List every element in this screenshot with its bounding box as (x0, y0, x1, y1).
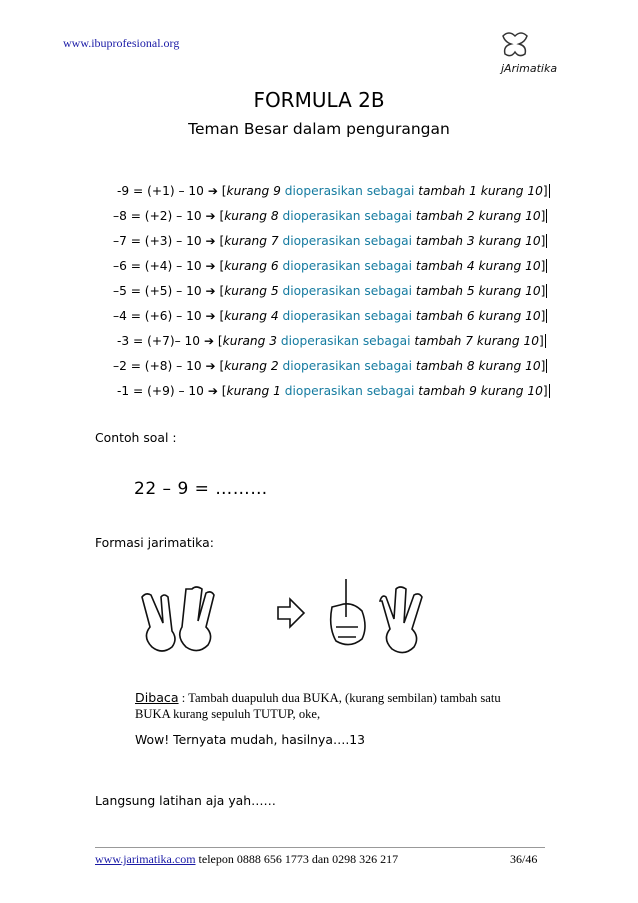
rule-explanation: [kurang 9 dioperasikan sebagai tambah 1 kurang 10] (221, 184, 548, 198)
svg-text:jArimatika: jArimatika (501, 62, 558, 75)
rule-explanation: [kurang 3 dioperasikan sebagai tambah 7 kurang 10] (217, 334, 544, 348)
rule-explanation: [kurang 6 dioperasikan sebagai tambah 4 kurang 10] (219, 259, 546, 273)
rule-result: tambah 3 kurang 10 (415, 234, 541, 248)
footer-phone: telepon 0888 656 1773 dan 0298 326 217 (195, 852, 399, 866)
rule-lhs: -1 = (+9) – 10 (117, 384, 204, 398)
formation-label: Formasi jarimatika: (95, 535, 214, 550)
rule-lhs: –2 = (+8) – 10 (113, 359, 202, 373)
rule-explanation: [kurang 4 dioperasikan sebagai tambah 6 kurang 10] (219, 309, 546, 323)
arrow-right-icon: ➔ (207, 184, 218, 198)
rule-result: tambah 8 kurang 10 (415, 359, 541, 373)
rule-row (113, 209, 547, 223)
rule-operation: dioperasikan sebagai (282, 259, 413, 273)
reading-line-2: BUKA kurang sepuluh TUTUP, oke, (135, 707, 321, 721)
rule-row (113, 359, 547, 373)
example-problem: 22 – 9 = ……… (134, 479, 268, 499)
rule-kurang: kurang 6 (224, 259, 279, 273)
page-number: 36/46 (510, 852, 538, 866)
rule-operation: dioperasikan sebagai (280, 334, 411, 348)
rule-operation: dioperasikan sebagai (282, 284, 413, 298)
rule-lhs: -9 = (+1) – 10 (117, 184, 204, 198)
rule-result: tambah 5 kurang 10 (415, 284, 541, 298)
footer-divider (95, 847, 545, 848)
jarimatika-logo (497, 28, 569, 78)
rule-row (113, 259, 547, 273)
rule-operation: dioperasikan sebagai (282, 234, 413, 248)
rule-result: tambah 6 kurang 10 (415, 309, 541, 323)
rule-row (113, 284, 547, 298)
reading-label: Dibaca (135, 690, 179, 705)
rule-operation: dioperasikan sebagai (282, 309, 413, 323)
arrow-right-icon: ➔ (207, 384, 218, 398)
fist-hand-icon (331, 579, 365, 645)
example-label: Contoh soal : (95, 430, 177, 445)
rule-result: tambah 7 kurang 10 (414, 334, 540, 348)
rule-explanation: [kurang 7 dioperasikan sebagai tambah 3 kurang 10] (219, 234, 546, 248)
footer (95, 852, 398, 867)
rule-lhs: –6 = (+4) – 10 (113, 259, 202, 273)
rule-result: tambah 1 kurang 10 (418, 184, 543, 198)
arrow-right-icon: ➔ (205, 234, 216, 248)
rule-lhs: –7 = (+3) – 10 (113, 234, 202, 248)
page-subtitle: Teman Besar dalam pengurangan (188, 120, 450, 138)
result-text: Wow! Ternyata mudah, hasilnya….13 (135, 732, 366, 747)
reading-text: : Tambah duapuluh dua BUKA, (kurang sembilan) tambah satu (181, 691, 501, 705)
hand-formation-illustration (136, 577, 446, 659)
rule-kurang: kurang 9 (226, 184, 281, 198)
arrow-right-icon: ➔ (205, 209, 216, 223)
footer-url[interactable]: www.jarimatika.com (95, 852, 196, 866)
arrow-right-icon: ➔ (205, 359, 216, 373)
rule-result: tambah 2 kurang 10 (415, 209, 541, 223)
rule-operation: dioperasikan sebagai (282, 209, 413, 223)
reading-line-1 (135, 690, 501, 706)
rule-explanation: [kurang 8 dioperasikan sebagai tambah 2 kurang 10] (219, 209, 546, 223)
rule-explanation: [kurang 1 dioperasikan sebagai tambah 9 kurang 10] (221, 384, 548, 398)
rule-kurang: kurang 4 (224, 309, 279, 323)
rule-kurang: kurang 1 (226, 384, 281, 398)
rule-row (117, 384, 550, 398)
header-url[interactable]: www.ibuprofesional.org (63, 36, 180, 50)
page-title: FORMULA 2B (253, 88, 385, 112)
closing-text: Langsung latihan aja yah…… (95, 793, 276, 808)
rule-operation: dioperasikan sebagai (282, 359, 413, 373)
rule-lhs: –5 = (+5) – 10 (113, 284, 202, 298)
arrow-right-icon: ➔ (203, 334, 215, 348)
peace-hand-icon (142, 587, 214, 651)
rule-explanation: [kurang 5 dioperasikan sebagai tambah 5 kurang 10] (219, 284, 546, 298)
peace-hand-icon (380, 587, 422, 653)
rule-explanation: [kurang 2 dioperasikan sebagai tambah 8 kurang 10] (219, 359, 546, 373)
rule-operation: dioperasikan sebagai (284, 184, 415, 198)
rule-lhs: –4 = (+6) – 10 (113, 309, 202, 323)
arrow-right-icon: ➔ (205, 284, 216, 298)
rule-operation: dioperasikan sebagai (284, 384, 415, 398)
rule-lhs: -3 = (+7)– 10 (117, 334, 201, 348)
rule-row (113, 309, 547, 323)
open-arrow-icon (278, 599, 304, 627)
rule-kurang: kurang 8 (224, 209, 279, 223)
rule-kurang: kurang 7 (224, 234, 279, 248)
rule-kurang: kurang 5 (224, 284, 279, 298)
rule-result: tambah 9 kurang 10 (418, 384, 543, 398)
arrow-right-icon: ➔ (205, 259, 216, 273)
rule-kurang: kurang 2 (224, 359, 279, 373)
rule-row (117, 334, 546, 348)
arrow-right-icon: ➔ (205, 309, 216, 323)
rule-lhs: –8 = (+2) – 10 (113, 209, 202, 223)
rule-result: tambah 4 kurang 10 (415, 259, 541, 273)
rule-kurang: kurang 3 (222, 334, 278, 348)
rule-row (113, 234, 547, 248)
rule-row (117, 184, 550, 198)
